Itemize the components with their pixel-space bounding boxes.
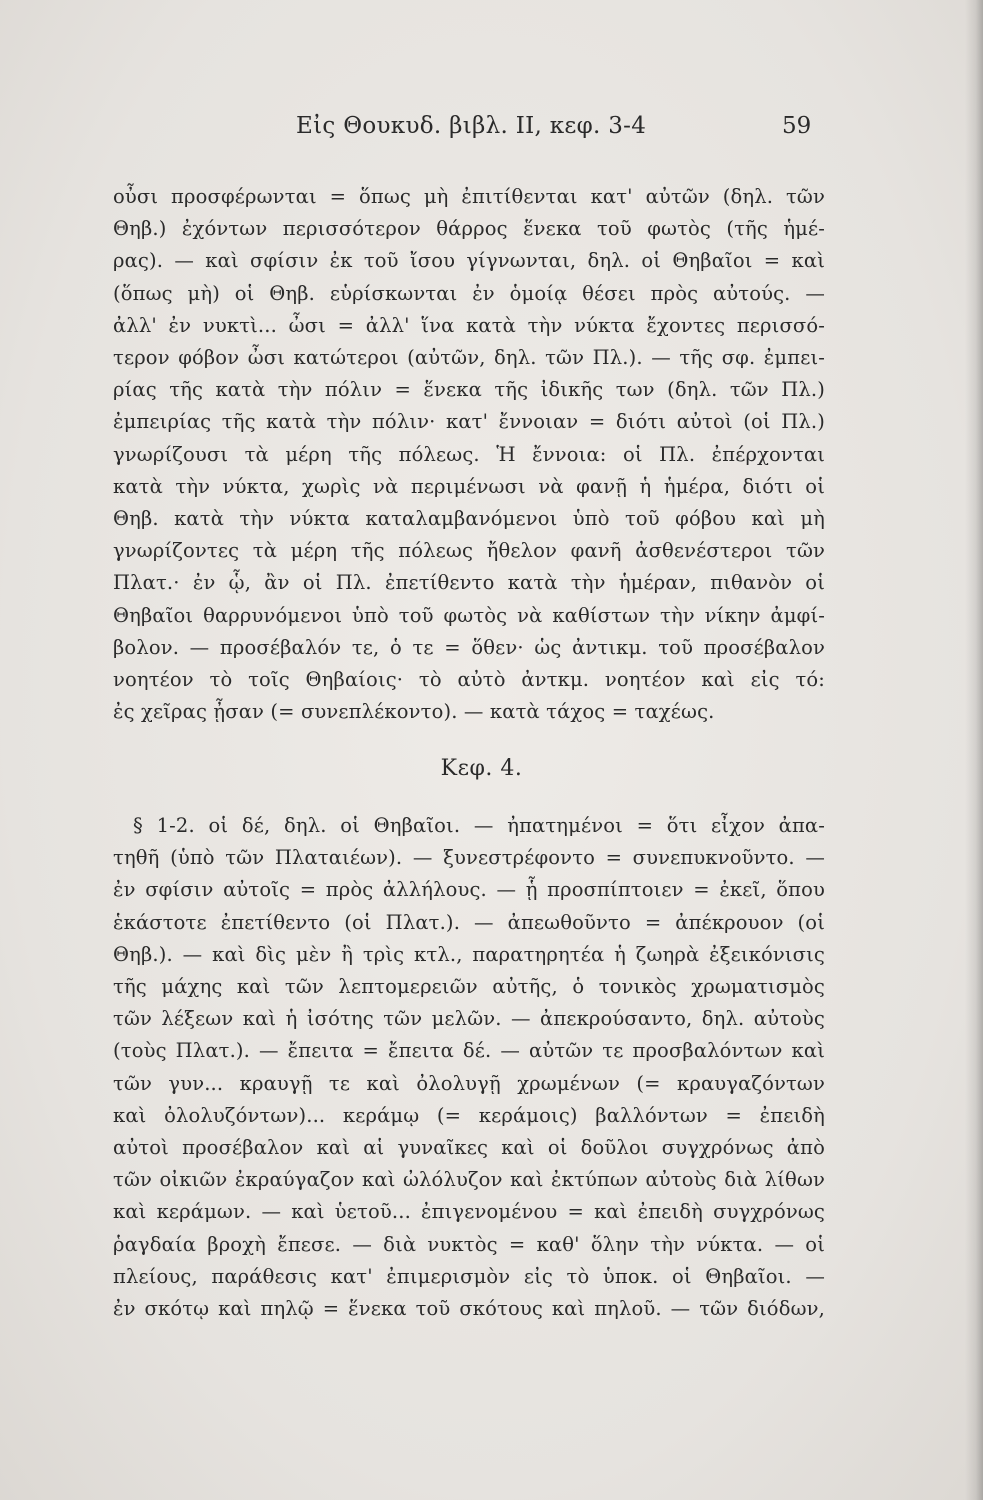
text-line: γνωρίζουσι τὰ μέρη τῆς πόλεως. Ἡ ἔννοια: οἱ Πλ. ἐπέρχονται bbox=[113, 442, 825, 466]
text-line: ἐμπειρίας τῆς κατὰ τὴν πόλιν· κατ' ἔννοιαν = διότι αὐτοὶ (οἱ Πλ.) bbox=[113, 410, 825, 434]
text-line: αὐτοὶ προσέβαλον καὶ αἱ γυναῖκες καὶ οἱ δοῦλοι συγχρόνως ἀπὸ bbox=[113, 1136, 825, 1160]
text-line: ἀλλ' ἐν νυκτὶ... ὦσι = ἀλλ' ἵνα κατὰ τὴν νύκτα ἔχοντες περισσό- bbox=[113, 313, 825, 337]
text-line: Θηβ. κατὰ τὴν νύκτα καταλαμβανόμενοι ὑπὸ τοῦ φόβου καὶ μὴ bbox=[113, 507, 825, 531]
commentary-block-chapter-3 bbox=[113, 181, 825, 728]
page-edge-shadow bbox=[965, 0, 983, 1500]
text-line: § 1-2. οἱ δέ, δηλ. οἱ Θηβαῖοι. — ἠπατημένοι = ὅτι εἶχον ἀπα- bbox=[133, 814, 825, 837]
text-line: βολον. — προσέβαλόν τε, ὁ τε = ὅθεν· ὡς ἀντικμ. τοῦ προσέβαλον bbox=[113, 635, 825, 659]
text-line: ῥαγδαία βροχὴ ἔπεσε. — διὰ νυκτὸς = καθ' ὅλην τὴν νύκτα. — οἱ bbox=[113, 1232, 825, 1256]
text-line: καὶ ὀλολυζόντων)... κεράμῳ (= κεράμοις) βαλλόντων = ἐπειδὴ bbox=[113, 1103, 825, 1127]
text-line: Πλατ.· ἐν ᾧ, ἂν οἱ Πλ. ἐπετίθεντο κατὰ τὴν ἡμέραν, πιθανὸν οἱ bbox=[113, 571, 825, 595]
text-line: τερον φόβον ὦσι κατώτεροι (αὐτῶν, δηλ. τῶν Πλ.). — τῆς σφ. ἐμπει- bbox=[113, 346, 825, 370]
text-line: τῶν γυν... κραυγῇ τε καὶ ὀλολυγῇ χρωμένων (= κραυγαζόντων bbox=[113, 1071, 825, 1095]
text-line: νοητέον τὸ τοῖς Θηβαίοις· τὸ αὐτὸ ἀντκμ. νοητέον καὶ εἰς τό: bbox=[113, 668, 825, 692]
text-line: τῶν οἰκιῶν ἐκραύγαζον καὶ ὠλόλυζον καὶ ἐκτύπων αὐτοὺς διὰ λίθων bbox=[113, 1168, 825, 1192]
section-heading bbox=[0, 756, 983, 781]
commentary-block-chapter-4 bbox=[113, 810, 825, 1325]
text-line: ρίας τῆς κατὰ τὴν πόλιν = ἕνεκα τῆς ἰδικῆς των (δηλ. τῶν Πλ.) bbox=[113, 378, 825, 402]
text-line: τηθῆ (ὑπὸ τῶν Πλαταιέων). — ξυνεστρέφοντο = συνεπυκνοῦντο. — bbox=[113, 846, 825, 870]
text-line: ἐς χεῖρας ᾖσαν (= συνεπλέκοντο). — κατὰ τάχος = ταχέως. bbox=[113, 700, 715, 724]
text-line: (τοὺς Πλατ.). — ἔπειτα = ἔπειτα δέ. — αὐτῶν τε προσβαλόντων καὶ bbox=[113, 1039, 825, 1063]
text-line: οὖσι προσφέρωνται = ὅπως μὴ ἐπιτίθενται κατ' αὐτῶν (δηλ. τῶν bbox=[113, 185, 825, 208]
page-header bbox=[0, 113, 983, 149]
text-line: Θηβαῖοι θαρρυνόμενοι ὑπὸ τοῦ φωτὸς νὰ καθίστων τὴν νίκην ἀμφί- bbox=[113, 603, 825, 627]
text-line: πλείους, παράθεσις κατ' ἐπιμερισμὸν εἰς τὸ ὑποκ. οἱ Θηβαῖοι. — bbox=[113, 1264, 825, 1288]
text-line: κατὰ τὴν νύκτα, χωρὶς νὰ περιμένωσι νὰ φανῇ ἡ ἡμέρα, διότι οἱ bbox=[113, 474, 825, 498]
text-line: Θηβ.) ἐχόντων περισσότερον θάρρος ἕνεκα τοῦ φωτὸς (τῆς ἡμέ- bbox=[113, 217, 825, 241]
text-line: (ὅπως μὴ) οἱ Θηβ. εὑρίσκωνται ἐν ὁμοίᾳ θέσει πρὸς αὐτούς. — bbox=[113, 281, 825, 305]
text-line: ἑκάστοτε ἐπετίθεντο (οἱ Πλατ.). — ἀπεωθοῦντο = ἀπέκρουον (οἱ bbox=[113, 910, 825, 934]
text-line: γνωρίζοντες τὰ μέρη τῆς πόλεως ἤθελον φανῆ ἀσθενέστεροι τῶν bbox=[113, 539, 825, 563]
text-line: ἐν σφίσιν αὐτοῖς = πρὸς ἀλλήλους. — ᾗ προσπίπτοιεν = ἐκεῖ, ὅπου bbox=[113, 878, 825, 902]
text-line: καὶ κεράμων. — καὶ ὑετοῦ... ἐπιγενομένου = καὶ ἐπειδὴ συγχρόνως bbox=[113, 1200, 825, 1224]
text-line: τῶν λέξεων καὶ ἡ ἰσότης τῶν μελῶν. — ἀπεκρούσαντο, δηλ. αὐτοὺς bbox=[113, 1007, 825, 1031]
section-heading-text: Κεφ. 4. bbox=[440, 756, 523, 781]
page-number: 59 bbox=[782, 113, 812, 139]
text-line: ἐν σκότῳ καὶ πηλῷ = ἕνεκα τοῦ σκότους καὶ πηλοῦ. — τῶν διόδων, bbox=[113, 1297, 825, 1321]
text-line: τῆς μάχης καὶ τῶν λεπτομερειῶν αὐτῆς, ὁ τονικὸς χρωματισμὸς bbox=[113, 975, 825, 999]
text-line: Θηβ.). — καὶ δὶς μὲν ἢ τρὶς κτλ., παρατηρητέα ἡ ζωηρὰ ἐξεικόνισις bbox=[113, 942, 825, 966]
running-head: Εἰς Θουκυδ. βιβλ. II, κεφ. 3-4 bbox=[296, 113, 647, 139]
text-line: ρας). — καὶ σφίσιν ἐκ τοῦ ἴσου γίγνωνται, δηλ. οἱ Θηβαῖοι = καὶ bbox=[113, 249, 825, 273]
